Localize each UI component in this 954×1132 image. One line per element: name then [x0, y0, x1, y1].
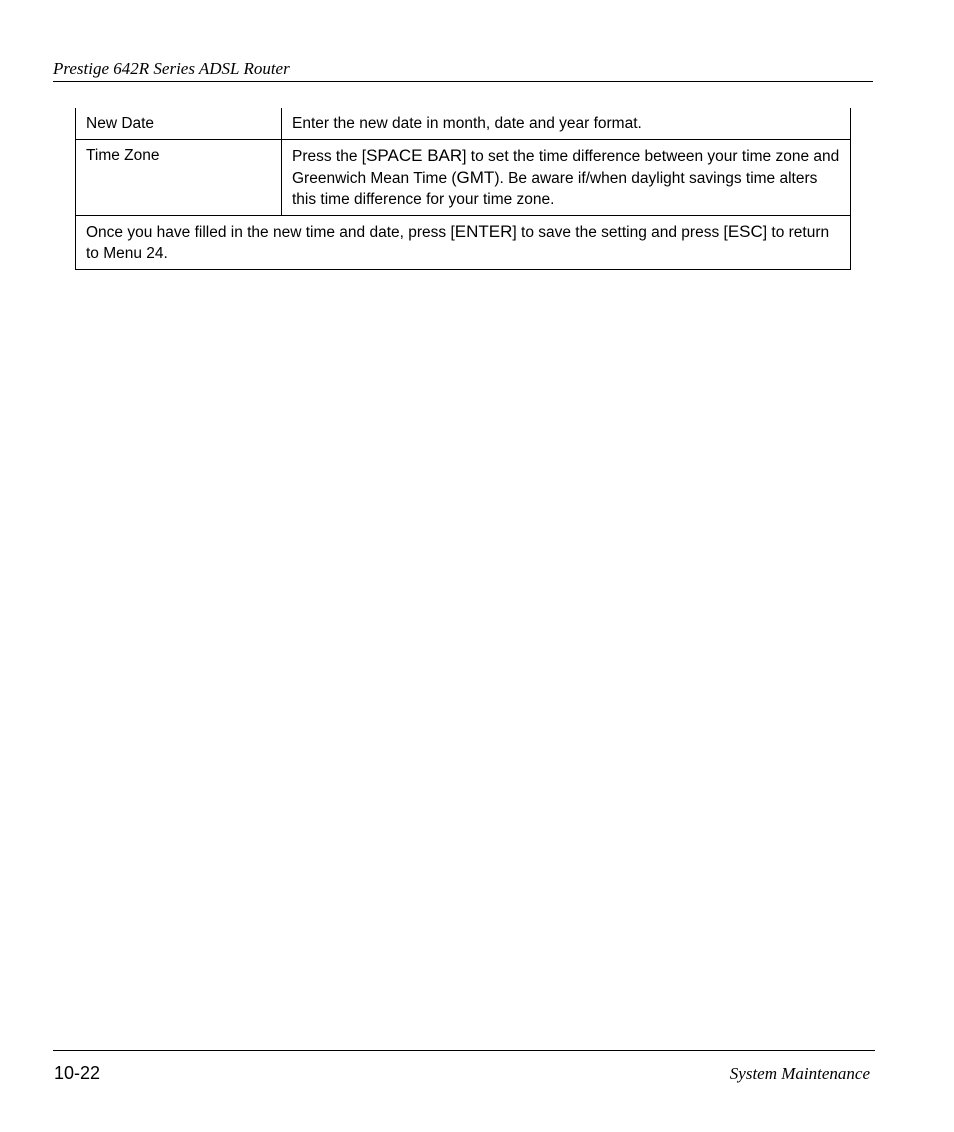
- running-footer-section: System Maintenance: [729, 1064, 870, 1083]
- table-row: [76, 140, 851, 216]
- description-text: ). Be aware if/when daylight savings time alters this time difference for your time zone.: [292, 170, 818, 208]
- description-text: ] to set the time difference between your time zone and Greenwich Mean Time (: [292, 148, 840, 187]
- key-name: SPACE BAR: [366, 146, 463, 165]
- description-text: Press the [: [292, 148, 367, 165]
- running-header-title: Prestige 642R Series ADSL Router: [53, 59, 290, 78]
- key-name: ESC: [727, 222, 763, 241]
- field-name-cell: New Date: [76, 108, 282, 140]
- footer-divider: [53, 1050, 875, 1051]
- field-description-cell: Enter the new date in month, date and year format.: [282, 108, 851, 140]
- field-description-cell: [282, 140, 851, 216]
- table-note-row: [76, 216, 851, 270]
- note-text: ] to save the setting and press [: [512, 224, 728, 241]
- table-row: [76, 108, 851, 140]
- key-name: ENTER: [454, 222, 513, 241]
- key-name: GMT: [456, 168, 495, 187]
- field-name-cell: Time Zone: [76, 140, 282, 216]
- table-note-cell: [76, 216, 851, 270]
- page-number: 10-22: [54, 1063, 101, 1083]
- field-description-table: [75, 108, 851, 270]
- note-text: Once you have filled in the new time and date, press [: [86, 224, 455, 241]
- note-text: ] to return to Menu 24.: [86, 224, 830, 262]
- header-divider: [53, 81, 873, 82]
